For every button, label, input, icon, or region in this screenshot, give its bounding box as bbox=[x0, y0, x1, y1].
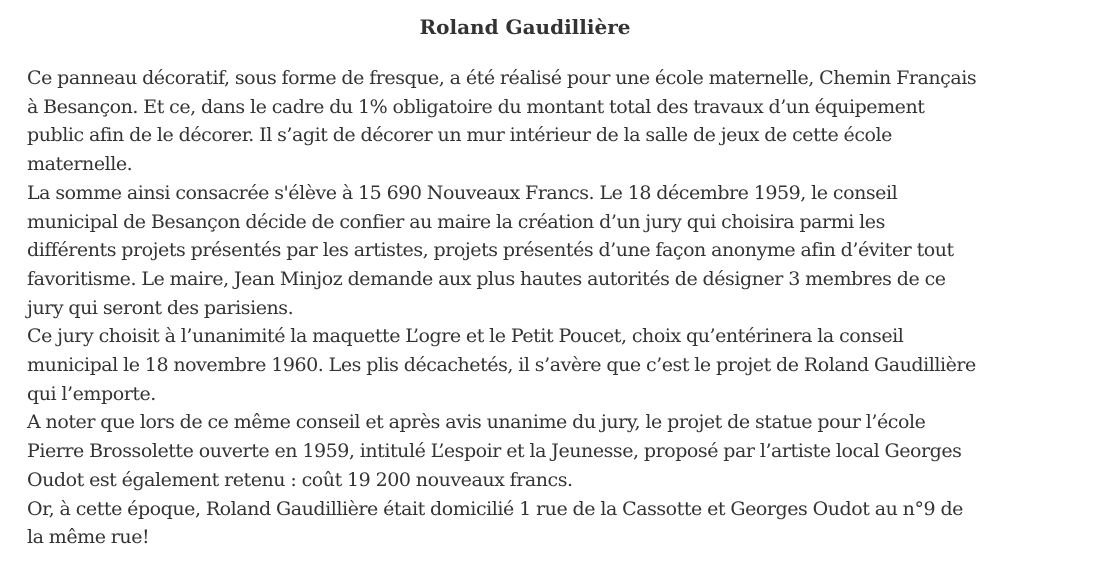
text-line: A noter que lors de ce même conseil et après avis unanime du jury, le projet de statue pour l’école bbox=[27, 411, 926, 434]
article-body bbox=[27, 64, 1087, 552]
text-line: municipal de Besançon décide de confier au maire la création d’un jury qui choisira parmi les bbox=[27, 210, 885, 233]
text-line: qui l’emporte. bbox=[27, 382, 156, 405]
text-line: la même rue! bbox=[27, 526, 150, 549]
text-line: municipal le 18 novembre 1960. Les plis décachetés, il s’avère que c’est le projet de Roland Gaudillière bbox=[27, 354, 976, 377]
text-line: jury qui seront des parisiens. bbox=[27, 296, 294, 319]
text-line: Or, à cette époque, Roland Gaudillière était domicilié 1 rue de la Cassotte et Georges Oudot au n°9 de bbox=[27, 497, 963, 520]
paragraph-fresque-intro bbox=[27, 64, 1087, 179]
text-line: Ce jury choisit à l’unanimité la maquette L’ogre et le Petit Poucet, choix qu’entérinera la conseil bbox=[27, 325, 904, 348]
paragraph-budget-jury bbox=[27, 179, 1087, 323]
paragraph-jury-choice bbox=[27, 322, 1087, 408]
text-line: public afin de le décorer. Il s’agit de décorer un mur intérieur de la salle de jeux de cette école bbox=[27, 124, 892, 147]
text-line: Pierre Brossolette ouverte en 1959, intitulé L’espoir et la Jeunesse, proposé par l’artiste local Georges bbox=[27, 440, 962, 463]
text-line: Oudot est également retenu : coût 19 200 nouveaux francs. bbox=[27, 468, 573, 491]
text-line: à Besançon. Et ce, dans le cadre du 1% obligatoire du montant total des travaux d’un équipement bbox=[27, 95, 925, 118]
paragraph-addresses bbox=[27, 495, 1087, 552]
text-line: différents projets présentés par les artistes, projets présentés d’une façon anonyme afin d’éviter tout bbox=[27, 239, 954, 262]
text-line: maternelle. bbox=[27, 153, 133, 176]
text-line: Ce panneau décoratif, sous forme de fresque, a été réalisé pour une école maternelle, Chemin Français bbox=[27, 67, 977, 89]
paragraph-statue-project bbox=[27, 408, 1087, 494]
text-line: favoritisme. Le maire, Jean Minjoz demande aux plus hautes autorités de désigner 3 membres de ce bbox=[27, 267, 946, 290]
article-title: Roland Gaudillière bbox=[419, 15, 631, 39]
text-line: La somme ainsi consacrée s'élève à 15 690 Nouveaux Francs. Le 18 décembre 1959, le conseil bbox=[27, 181, 898, 204]
